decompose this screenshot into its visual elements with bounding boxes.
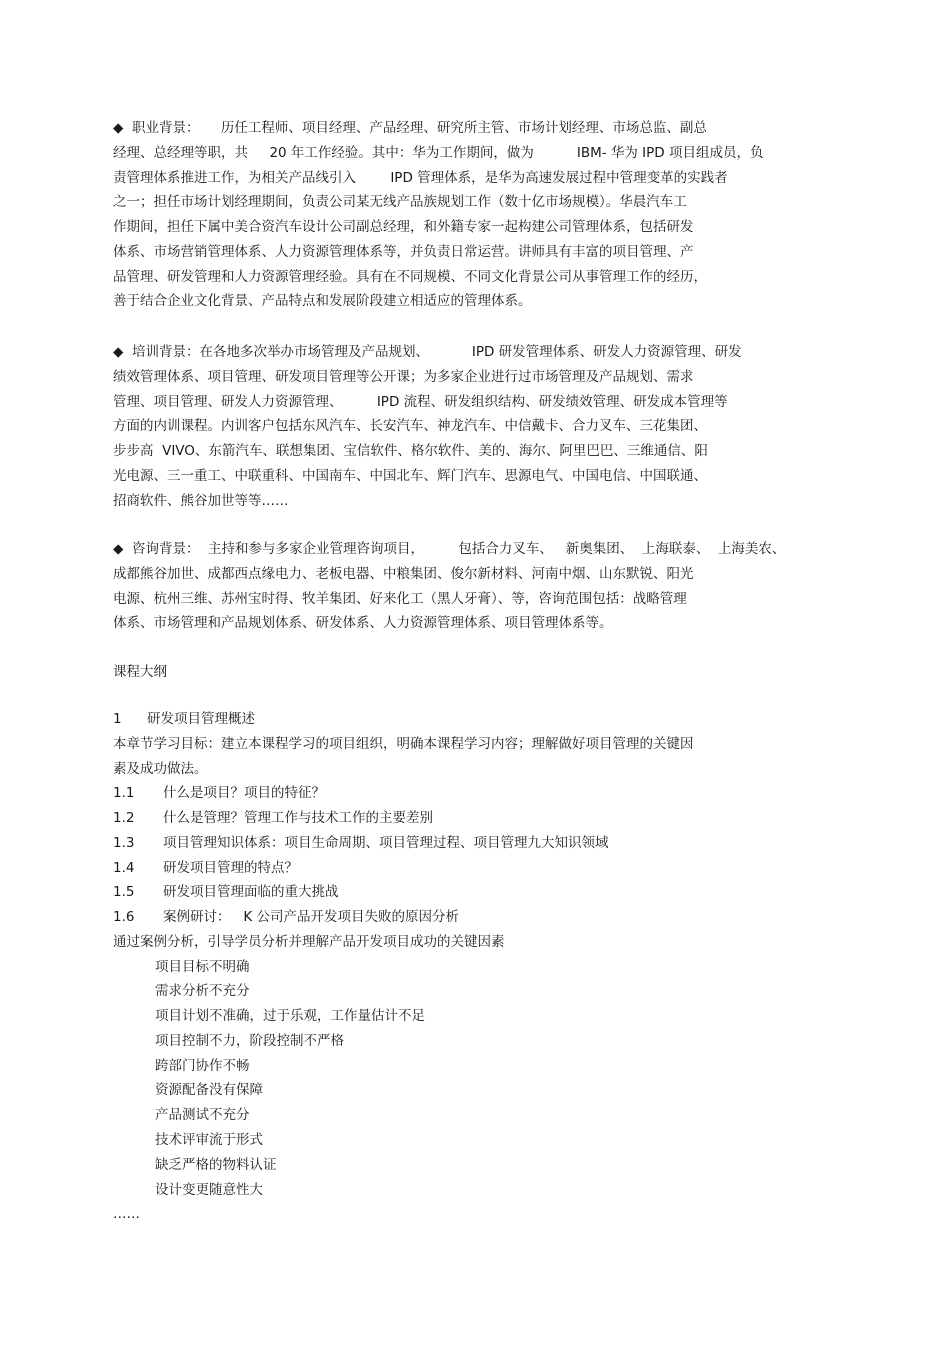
list-item: 项目控制不力，阶段控制不严格 — [155, 1033, 344, 1049]
section-number: 1.5 — [113, 884, 135, 900]
consulting-line: 电源、杭州三维、苏州宝时得、牧羊集团、好来化工（黑人牙膏）、等，咨询范围包括：战略管理 — [113, 591, 687, 607]
career-line: ◆ 职业背景： 历任工程师、项目经理、产品经理、研究所主管、市场计划经理、市场总监、副总 — [113, 120, 707, 136]
section-title: 什么是项目？项目的特征？ — [163, 785, 325, 801]
ellipsis: …… — [113, 1206, 140, 1222]
training-line: 管理、项目管理、研发人力资源管理、 IPD 流程、研发组织结构、研发绩效管理、研发成本管理等 — [113, 394, 728, 410]
section-number: 1.4 — [113, 860, 135, 876]
career-line: 体系、市场营销管理体系、人力资源管理体系等，并负责日常运营。讲师具有丰富的项目管理、产 — [113, 244, 694, 260]
section-number: 1.2 — [113, 810, 135, 826]
career-line: 善于结合企业文化背景、产品特点和发展阶段建立相适应的管理体系。 — [113, 293, 532, 309]
list-item: 需求分析不充分 — [155, 983, 250, 999]
section-number: 1.6 — [113, 909, 135, 925]
section-title: 什么是管理？管理工作与技术工作的主要差别 — [163, 810, 433, 826]
section-title: 研发项目管理面临的重大挑战 — [163, 884, 339, 900]
list-item: 跨部门协作不畅 — [155, 1058, 250, 1074]
list-item: 资源配备没有保障 — [155, 1082, 263, 1098]
list-item: 缺乏严格的物料认证 — [155, 1157, 277, 1173]
section-title: 研发项目管理的特点？ — [163, 860, 298, 876]
consulting-line: 成都熊谷加世、成都西点缘电力、老板电器、中粮集团、俊尔新材料、河南中烟、山东默锐、阳光 — [113, 566, 694, 582]
career-line: 之一；担任市场计划经理期间，负责公司某无线产品族规划工作（数十亿市场规模）。华晨汽车工 — [113, 194, 687, 210]
list-item: 设计变更随意性大 — [155, 1182, 263, 1198]
chapter-title: 研发项目管理概述 — [147, 711, 255, 727]
chapter-objective-line: 本章节学习目标：建立本课程学习的项目组织，明确本课程学习内容；理解做好项目管理的关键因 — [113, 736, 694, 752]
training-line: 光电源、三一重工、中联重科、中国南车、中国北车、辉门汽车、思源电气、中国电信、中国联通、 — [113, 468, 707, 484]
section-number: 1.1 — [113, 785, 135, 801]
section-number: 1.3 — [113, 835, 135, 851]
training-line: ◆ 培训背景：在各地多次举办市场管理及产品规划、 IPD 研发管理体系、研发人力资源管理、研发 — [113, 344, 742, 360]
case-intro: 通过案例分析，引导学员分析并理解产品开发项目成功的关键因素 — [113, 934, 505, 950]
list-item: 产品测试不充分 — [155, 1107, 250, 1123]
section-title: 案例研讨： K 公司产品开发项目失败的原因分析 — [163, 909, 460, 925]
outline-title: 课程大纲 — [113, 664, 167, 680]
section-title: 项目管理知识体系：项目生命周期、项目管理过程、项目管理九大知识领域 — [163, 835, 609, 851]
career-line: 品管理、研发管理和人力资源管理经验。具有在不同规模、不同文化背景公司从事管理工作的经历， — [113, 269, 707, 285]
career-line: 作期间，担任下属中美合资汽车设计公司副总经理，和外籍专家一起构建公司管理体系，包括研发 — [113, 219, 694, 235]
consulting-line: 体系、市场管理和产品规划体系、研发体系、人力资源管理体系、项目管理体系等。 — [113, 615, 613, 631]
training-line: 步步高 VIVO、东箭汽车、联想集团、宝信软件、格尔软件、美的、海尔、阿里巴巴、三维通信、阳 — [113, 443, 708, 459]
training-line: 方面的内训课程。内训客户包括东风汽车、长安汽车、神龙汽车、中信戴卡、合力叉车、三花集团、 — [113, 418, 707, 434]
list-item: 项目目标不明确 — [155, 959, 250, 975]
chapter-number: 1 — [113, 711, 122, 727]
career-line: 责管理体系推进工作，为相关产品线引入 IPD 管理体系，是华为高速发展过程中管理变革的实践者 — [113, 170, 728, 186]
consulting-line: ◆ 咨询背景： 主持和参与多家企业管理咨询项目， 包括合力叉车、 新奥集团、 上海联泰、 上海美农、 — [113, 541, 786, 557]
chapter-objective-line: 素及成功做法。 — [113, 761, 208, 777]
career-line: 经理、总经理等职，共 20 年工作经验。其中：华为工作期间，做为 IBM- 华为 IPD 项目组成员，负 — [113, 145, 764, 161]
training-line: 招商软件、熊谷加世等等…… — [113, 493, 289, 509]
list-item: 项目计划不准确，过于乐观，工作量估计不足 — [155, 1008, 425, 1024]
list-item: 技术评审流于形式 — [155, 1132, 263, 1148]
training-line: 绩效管理体系、项目管理、研发项目管理等公开课；为多家企业进行过市场管理及产品规划、需求 — [113, 369, 694, 385]
